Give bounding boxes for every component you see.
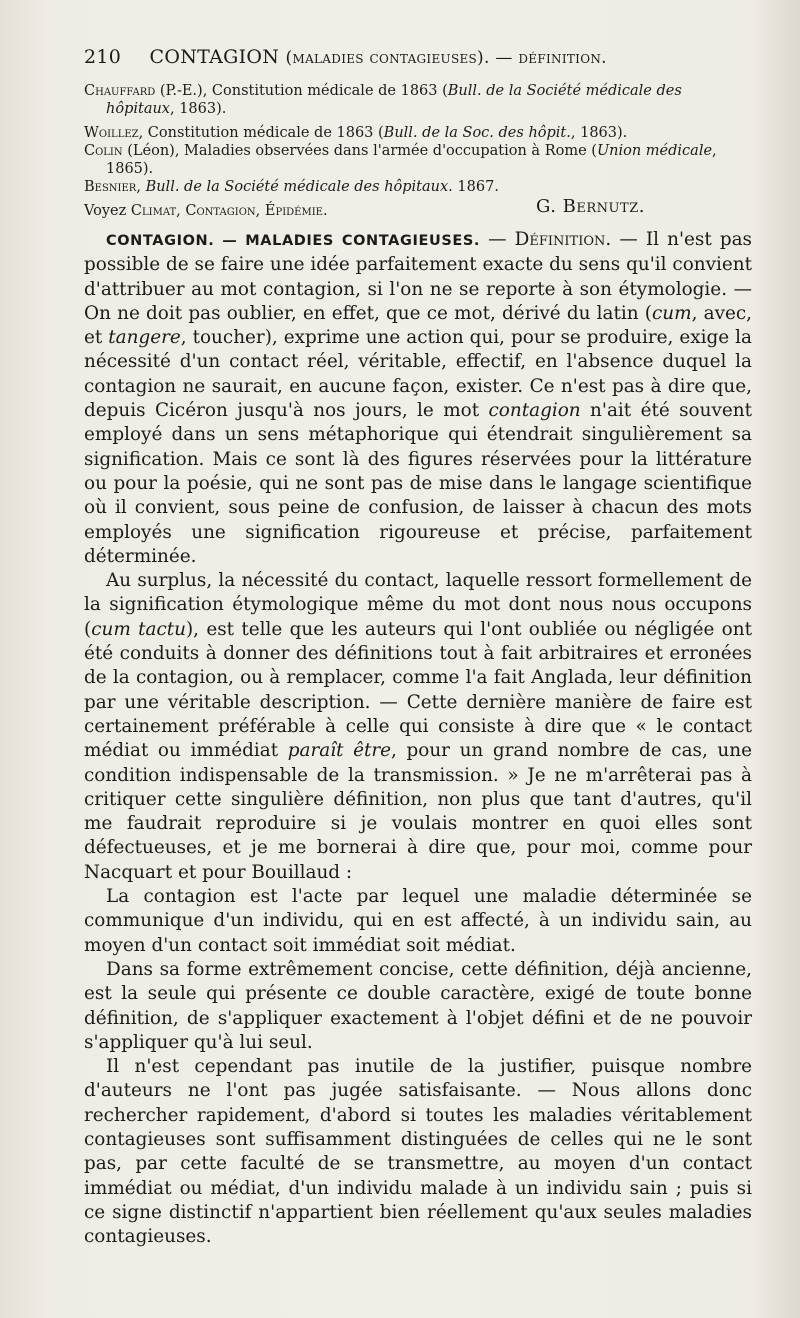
see-also: Voyez Climat, Contagion, Épidémie.	[84, 203, 328, 219]
paragraph: La contagion est l'acte par lequel une maladie déterminée se communique d'un individu, qui en est affecté, à un individu sain, au moyen d'un contact soit immédiat soit médiat.	[84, 886, 752, 956]
section-label: Définition	[514, 229, 606, 250]
paragraph: Dans sa forme extrêmement concise, cette définition, déjà ancienne, est la seule qui présente ce double caractère, exigé de toute bonne définition, de s'appliquer exactement à l'objet défini et de ne pouvoir s'appliquer qu'à lui seul.	[84, 958, 752, 1053]
article-headword: CONTAGION. — MALADIES CONTAGIEUSES.	[106, 233, 481, 249]
reference-item: Colin (Léon), Maladies observées dans l'armée d'occupation à Rome (Union médicale, 1865).	[84, 143, 717, 177]
paragraph: Au surplus, la nécessité du contact, laquelle ressort formellement de la signification étymologique même du mot dont nous nous occupons (cum tactu), est telle que les auteurs qui l'ont oubliée ou négligée ont été conduits à donner des définitions tout à fait arbitraires et erronées de la contagion, ou à remplacer, comme l'a fait Anglada, leur définition par une véritable description. — Cette dernière manière de faire est certainement préférable à celle qui consiste à dire que « le contact médiat ou immédiat paraît être, pour un grand nombre de cas, une condition indispensable de la transmission. » Je ne m'arrêterai pas à critiquer cette singulière définition, non plus que tant d'autres, qu'il me faudrait reproduire si je voulais montrer en quoi elles sont défectueuses, et je me bornerai à dire que, pour moi, comme pour Nacquart et pour Bouillaud :	[84, 570, 753, 883]
reference-item: Chauffard (P.-E.), Constitution médicale de 1863 (Bull. de la Société médicale des hôpitaux, 1863).	[84, 83, 682, 117]
bibliography	[84, 82, 754, 220]
paragraph: CONTAGION. — MALADIES CONTAGIEUSES. — Définition. — Il n'est pas possible de se faire une idée parfaitement exacte du sens qu'il convient d'attribuer au mot contagion, si l'on ne se reporte à son étymologie. — On ne doit pas oublier, en effet, que ce mot, dérivé du latin (cum, avec, et tangere, toucher), exprime une action qui, pour se produire, exige la nécessité d'un contact réel, véritable, effectif, en l'absence duquel la contagion ne saurait, en aucune façon, exister. Ce n'est pas à dire que, depuis Cicéron jusqu'à nos jours, le mot contagion n'ait été souvent employé dans un sens métaphorique qui étendrait singulièrement sa signification. Mais ce sont là des figures réservées pour la littérature ou pour la poésie, qui ne sont pas de mise dans le langage scientifique où il convient, sous peine de confusion, de laisser à chacun des mots employés une signification rigoureuse et précise, parfaitement déterminée.	[84, 229, 752, 567]
running-title: CONTAGION	[149, 46, 280, 68]
page-number: 210	[84, 46, 122, 68]
reference-item: Woillez, Constitution médicale de 1863 (Bull. de la Soc. des hôpit., 1863).	[84, 125, 628, 141]
article-body	[84, 228, 752, 1249]
author-signature: G. Bernutz.	[536, 196, 645, 217]
running-header	[84, 46, 764, 68]
running-subtitle: (maladies contagieuses). — définition.	[285, 48, 607, 68]
reference-item: Besnier, Bull. de la Société médicale des hôpitaux. 1867.	[84, 179, 499, 195]
paragraph: Il n'est cependant pas inutile de la justifier, puisque nombre d'auteurs ne l'ont pas jugée satisfaisante. — Nous allons donc rechercher rapidement, d'abord si toutes les maladies véritablement contagieuses sont suffisamment distinguées de celles qui ne le sont pas, par cette faculté de se transmettre, au moyen d'un contact immédiat ou médiat, d'un individu malade à un individu sain ; puis si ce signe distinctif n'appartient bien réellement qu'aux seules maladies contagieuses.	[84, 1056, 752, 1248]
